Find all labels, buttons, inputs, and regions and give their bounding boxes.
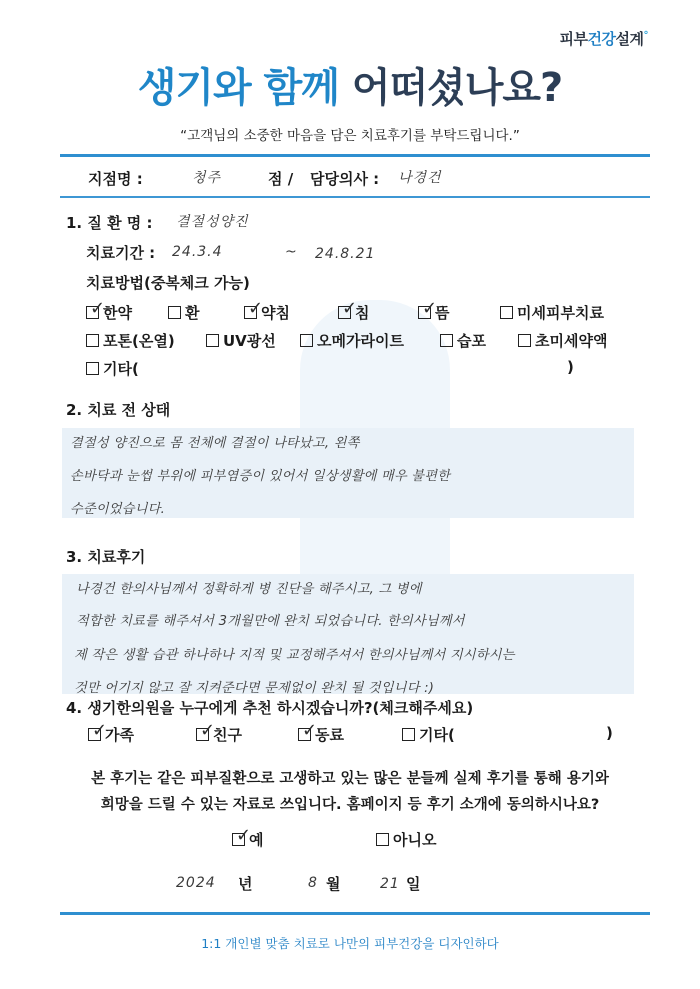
branch-value[interactable]: 청주 [192,170,222,186]
date-month-value[interactable]: 8 [308,875,318,891]
period-start[interactable]: 24.3.4 [172,244,223,260]
checkbox-icon[interactable] [418,298,438,319]
methods-label: 치료방법(중복체크 가능) [86,274,250,292]
recommend-other[interactable]: 기타( [402,724,455,745]
review-line: 것만 어기지 않고 잘 지켜준다면 문제없이 완치 될 것입니다 :) [74,681,435,696]
disease-value[interactable]: 결절성양진 [176,214,249,230]
checkmark-icon: ✓ [302,720,318,741]
review-line: 나경건 한의사님께서 정확하게 병 진단을 해주시고, 그 병에 [76,582,422,597]
header-rule [60,196,650,198]
consent-text-line1: 본 후기는 같은 피부질환으로 고생하고 있는 많은 분들께 실제 후기를 통해 용기와 [91,771,609,787]
pre-treatment-line: 수준이었습니다. [70,502,165,517]
checkmark-icon: ✓ [200,720,216,741]
checkmark-icon: ✓ [92,720,108,741]
checkbox-icon[interactable] [500,306,513,319]
date-year-label: 년 [238,875,253,893]
checkbox-icon[interactable] [244,298,264,319]
checkbox-icon[interactable] [402,728,415,741]
checkbox-icon[interactable] [376,833,389,846]
method-micro-skin-treatment[interactable]: 미세피부치료 [500,302,604,323]
section-pre-treatment-heading: 2. 치료 전 상태 [66,401,171,419]
branch-suffix: 점 / [268,170,294,188]
checkmark-icon: ✓ [248,298,264,319]
date-month-label: 월 [326,875,341,893]
section-recommend-heading: 4. 생기한의원을 누구에게 추천 하시겠습니까?(체크해주세요) [66,699,474,717]
page-subtitle: “고객님의 소중한 마음을 담은 치료후기를 부탁드립니다.” [180,128,520,144]
date-day-label: 일 [406,875,421,893]
method-omega-light[interactable]: 오메가라이트 [300,330,404,351]
checkmark-icon: ✓ [342,298,358,319]
bottom-rule [60,912,650,915]
checkbox-icon[interactable] [86,298,106,319]
checkbox-icon[interactable] [298,720,318,741]
method-herbal-medicine[interactable]: ✓ 한약 [86,302,132,323]
checkbox-icon[interactable] [300,334,313,347]
top-rule [60,154,650,157]
recommend-other-close: ) [606,724,613,742]
recommend-family[interactable]: ✓ 가족 [88,724,134,745]
pre-treatment-line: 결절성 양진으로 몸 전체에 결절이 나타났고, 왼쪽 [70,436,360,451]
checkbox-icon[interactable] [168,306,181,319]
checkbox-icon[interactable] [338,298,358,319]
method-acupuncture[interactable]: ✓ 침 [338,302,370,323]
footer-slogan: 1:1 개인별 맞춤 치료로 나만의 피부건강을 디자인하다 [201,936,499,951]
method-wet-compress[interactable]: 습포 [440,330,486,351]
checkmark-icon: ✓ [422,298,438,319]
checkbox-icon[interactable] [88,720,108,741]
checkmark-icon: ✓ [90,298,106,319]
checkbox-icon[interactable] [86,334,99,347]
recommend-colleague[interactable]: ✓ 동료 [298,724,344,745]
period-end[interactable]: 24.8.21 [315,246,376,262]
method-other[interactable]: 기타( [86,358,139,379]
method-moxibustion[interactable]: ✓ 뜸 [418,302,450,323]
page-title: 생기와 함께 어떠셨나요? [137,65,563,111]
pre-treatment-line: 손바닥과 눈썹 부위에 피부염증이 있어서 일상생활에 매우 불편한 [70,469,451,484]
checkbox-icon[interactable] [232,825,252,846]
section-review-heading: 3. 치료후기 [66,548,146,566]
checkmark-icon: ✓ [236,825,252,846]
doctor-value[interactable]: 나경건 [398,170,442,186]
period-separator: ~ [285,244,298,260]
date-year-value[interactable]: 2024 [176,875,216,891]
method-other-close: ) [567,358,574,376]
review-line: 적합한 치료를 해주셔서 3개월만에 완치 되었습니다. 한의사님께서 [76,614,465,629]
branch-label: 지점명 : [88,170,143,188]
consent-no[interactable]: 아니오 [376,829,436,850]
recommend-friend[interactable]: ✓ 친구 [196,724,242,745]
checkbox-icon[interactable] [518,334,531,347]
method-pharmacopuncture[interactable]: ✓ 약침 [244,302,290,323]
brand-logo: 피부건강설계° [559,30,648,48]
doctor-label: 담당의사 : [310,170,380,188]
method-photon[interactable]: 포톤(온열) [86,330,175,351]
disease-label: 1. 질 환 명 : [66,214,153,232]
method-uv-light[interactable]: UV광선 [206,330,276,351]
checkbox-icon[interactable] [86,362,99,375]
checkbox-icon[interactable] [440,334,453,347]
method-ultra-fine-solution[interactable]: 초미세약액 [518,330,607,351]
consent-text-line2: 희망을 드릴 수 있는 자료로 쓰입니다. 홈페이지 등 후기 소개에 동의하시나요? [100,797,600,813]
method-pill[interactable]: 환 [168,302,200,323]
checkbox-icon[interactable] [196,720,216,741]
consent-yes[interactable]: ✓ 예 [232,829,264,850]
period-label: 치료기간 : [86,244,156,262]
review-line: 제 작은 생활 습관 하나하나 지적 및 교정해주셔서 한의사님께서 지시하시는 [74,648,515,663]
checkbox-icon[interactable] [206,334,219,347]
date-day-value[interactable]: 21 [380,876,400,892]
